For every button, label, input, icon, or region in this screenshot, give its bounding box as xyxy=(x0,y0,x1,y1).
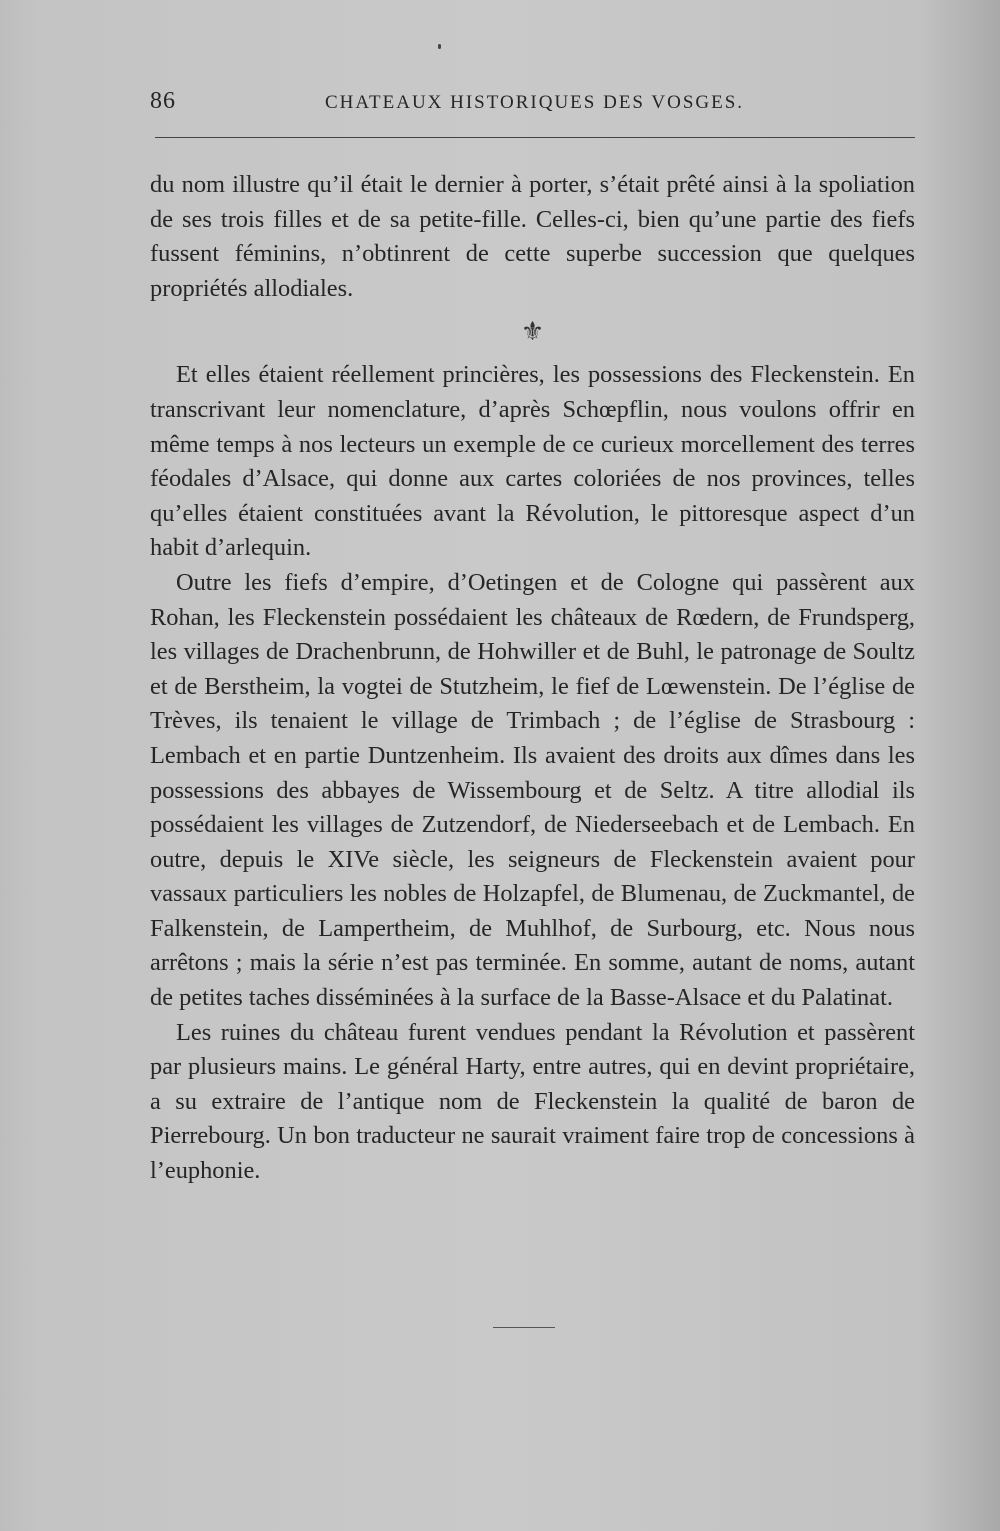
running-title: CHATEAUX HISTORIQUES DES VOSGES. xyxy=(325,92,745,113)
paragraph-2: Et elles étaient réellement princières, les possessions des Fleckenstein. En transcrivant leur nomenclature, d’après Schœpflin, nous voulons offrir en même temps à nos lecteurs un exemple de ce curieux morcellement des terres féodales d’Alsace, qui donne aux cartes coloriées de nos provinces, telles qu’elles étaient constituées avant la Révolution, le pittoresque aspect d’un habit d’arlequin. xyxy=(150,361,915,562)
fleuron-glyph: ⚜ xyxy=(520,317,545,347)
end-ornament-rule xyxy=(493,1327,555,1328)
fleuron-ornament-icon xyxy=(150,306,915,358)
header-rule xyxy=(155,137,915,138)
running-head xyxy=(150,88,915,124)
paragraph-1: du nom illustre qu’il était le dernier à porter, s’était prêté ainsi à la spoliation de ses trois filles et de sa petite-fille. Celles-ci, bien qu’une partie des fiefs fussent féminins, n’obtinrent de cette superbe succession que quelques propriétés allodiales. xyxy=(150,171,915,302)
ink-speck xyxy=(438,44,441,49)
paragraph-3: Outre les fiefs d’empire, d’Oetingen et de Cologne qui passèrent aux Rohan, les Fleckenstein possédaient les châteaux de Rœdern, de Frundsperg, les villages de Drachenbrunn, de Hohwiller et de Buhl, le patronage de Soultz et de Berstheim, la vogtei de Stutzheim, le fief de Lœwenstein. De l’église de Trèves, ils tenaient le village de Trimbach ; de l’église de Strasbourg : Lembach et en partie Duntzenheim. Ils avaient des droits aux dîmes dans les possessions des abbayes de Wissembourg et de Seltz. A titre allodial ils possédaient les villages de Zutzendorf, de Niederseebach et de Lembach. En outre, depuis le XIVe siècle, les seigneurs de Fleckenstein avaient pour vassaux particuliers les nobles de Holzapfel, de Blumenau, de Zuckmantel, de Falkenstein, de Lampertheim, de Muhlhof, de Surbourg, etc. Nous nous arrêtons ; mais la série n’est pas terminée. En somme, autant de noms, autant de petites taches disséminées à la surface de la Basse-Alsace et du Palatinat. xyxy=(150,568,915,1012)
paragraph-4: Les ruines du château furent vendues pendant la Révolution et passèrent par plusieurs mains. Le général Harty, entre autres, qui en devint propriétaire, a su extraire de l’antique nom de Fleckenstein la qualité de baron de Pierrebourg. Un bon traducteur ne saurait vraiment faire trop de concessions à l’euphonie. xyxy=(150,1018,915,1185)
page-number: 86 xyxy=(150,88,176,114)
body-text xyxy=(150,168,915,1189)
